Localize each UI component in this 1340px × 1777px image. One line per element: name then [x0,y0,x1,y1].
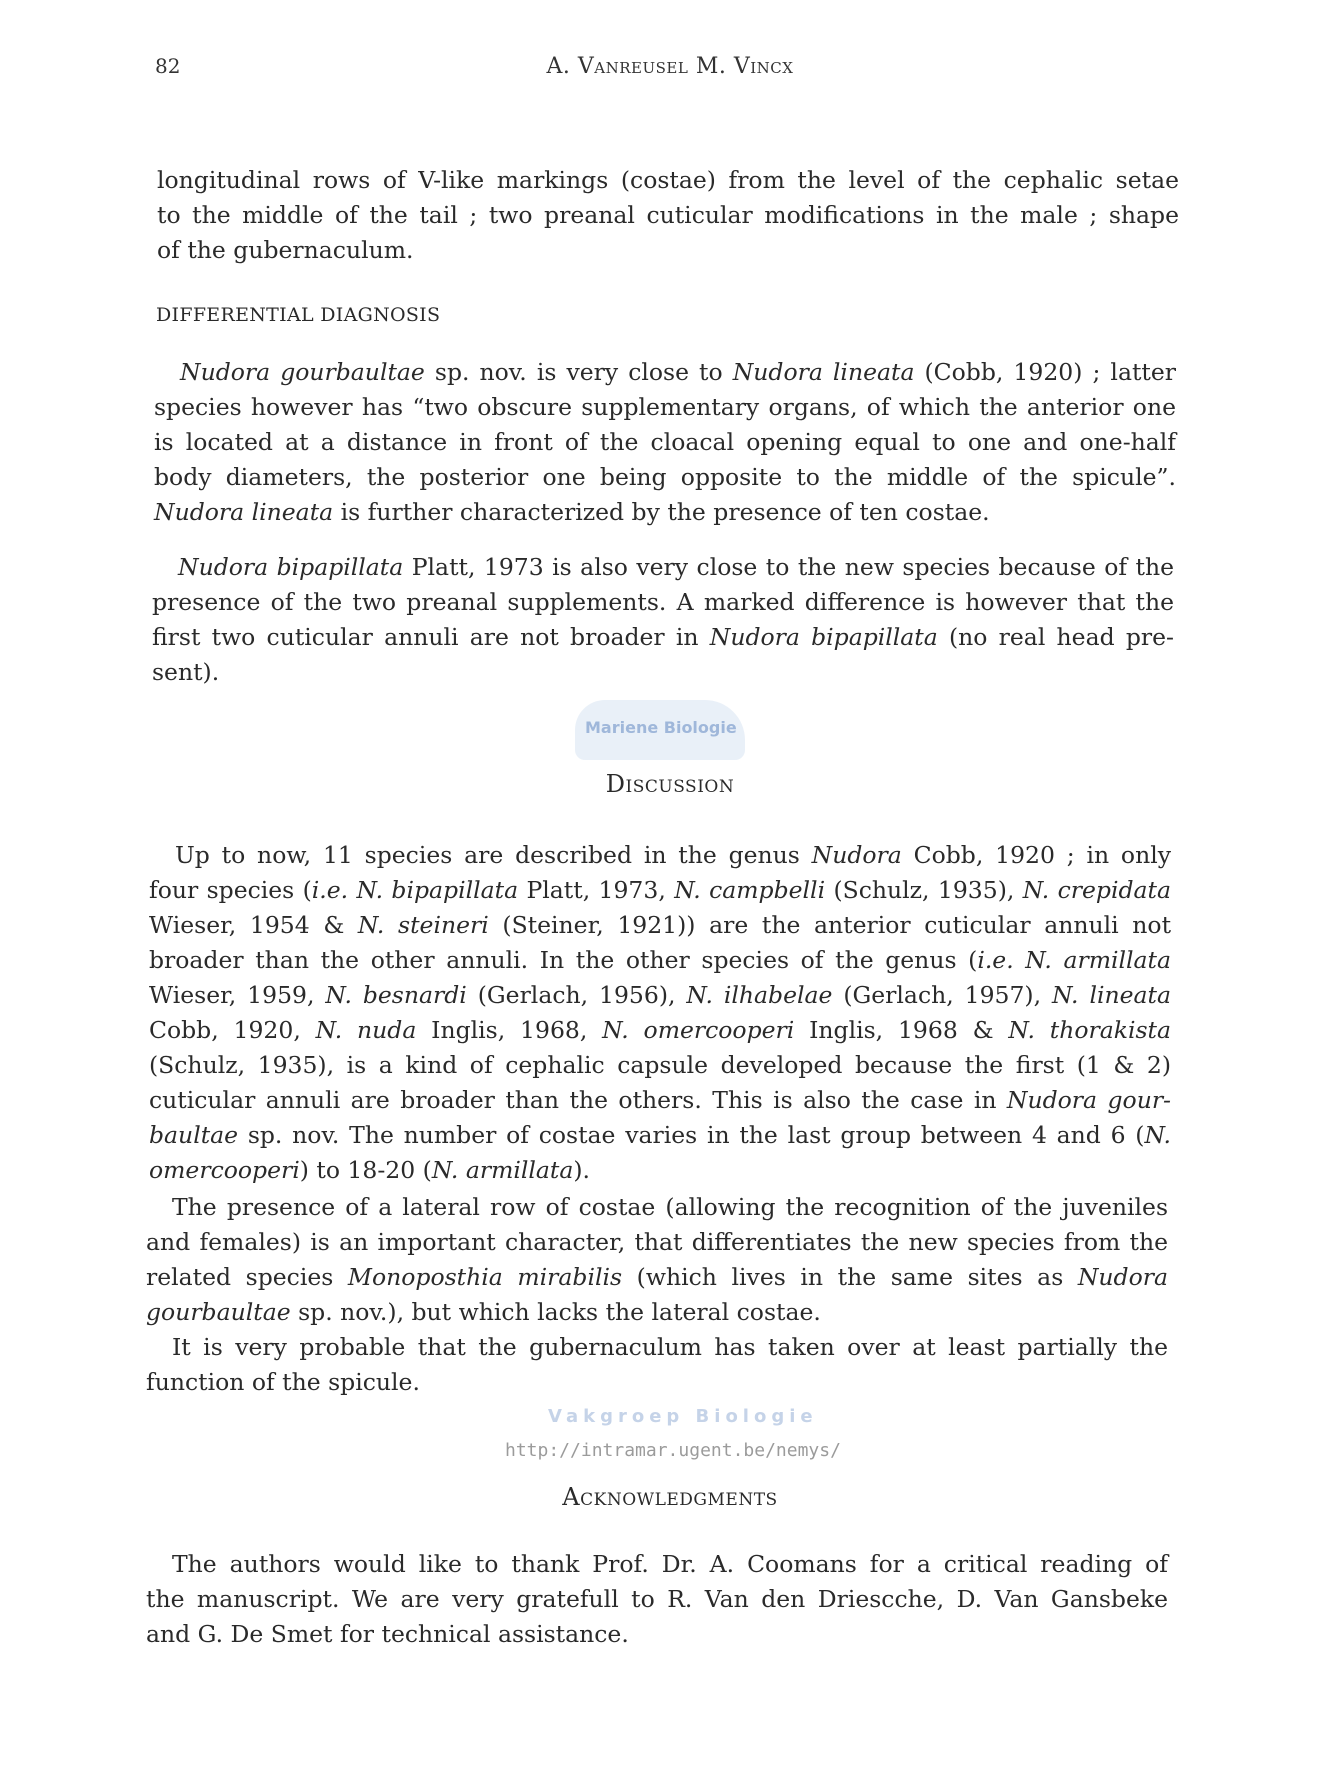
text-run: sp. nov. is very close to [424,358,733,386]
paragraph [149,838,1171,1188]
text-run: Inglis, 1968, [416,1016,603,1044]
text-run: sent). [152,658,220,686]
text-line [149,908,1171,943]
text-line [154,425,1176,460]
text-run: (no real head pre- [937,623,1174,651]
text-run: to the middle of the tail ; two preanal cuticular modifications in the male ; shape [157,201,1179,229]
text-line [154,495,1176,530]
text-run: (Cobb, 1920) ; latter [914,358,1176,386]
italic-text: N. lineata [1052,981,1171,1009]
text-run: of the gubernaculum. [157,236,414,264]
text-run: function of the spicule. [146,1368,420,1396]
paragraph [146,1190,1168,1330]
watermark-text: Mariene Biologie [585,718,737,737]
text-run: Wieser, 1954 & [149,911,358,939]
page-number: 82 [155,54,181,78]
text-run: is further characterized by the presence of ten costae. [333,498,990,526]
text-run: (Gerlach, 1957), [832,981,1052,1009]
text-run: sp. nov. The number of costae varies in the last group between 4 and 6 ( [238,1121,1145,1149]
italic-text: N. campbelli [674,876,826,904]
text-line [157,233,1179,268]
text-run: (which lives in the same sites as [622,1263,1078,1291]
text-line [149,978,1171,1013]
text-line [157,163,1179,198]
text-run: broader than the other annuli. In the other species of the genus ( [149,946,978,974]
text-run: (Gerlach, 1956), [466,981,687,1009]
watermark-url: http://intramar.ugent.be/nemys/ [505,1440,841,1461]
italic-text: N. steineri [357,911,489,939]
text-line [152,550,1174,585]
text-line [149,1153,1171,1188]
paragraph [154,355,1176,530]
text-run: Wieser, 1959, [149,981,326,1009]
section-heading-acknowledgments: Acknowledgments [562,1483,778,1511]
text-line [157,198,1179,233]
text-run: Cobb, 1920 ; in only [901,841,1172,869]
text-run: Platt, 1973 is also very close to the new species because of the [403,553,1174,581]
italic-text: Nudora [811,841,902,869]
paragraph [146,1330,1168,1400]
text-line [152,620,1174,655]
italic-text: Nudora [1077,1263,1168,1291]
text-run: related species [146,1263,348,1291]
italic-text: Nudora bipapillata [709,623,938,651]
italic-text: Nudora lineata [732,358,915,386]
text-run: and G. De Smet for technical assistance. [146,1620,629,1648]
text-run: longitudinal rows of V-like markings (costae) from the level of the cephalic setae [157,166,1179,194]
italic-text: N. omercooperi [602,1016,795,1044]
italic-text: N. ilhabelae [686,981,833,1009]
text-line [152,655,1174,690]
italic-text: N. crepidata [1022,876,1171,904]
text-run: Platt, 1973, [518,876,675,904]
text-run: It is very probable that the gubernaculum has taken over at least partially the [172,1333,1168,1361]
italic-text: Monoposthia mirabilis [347,1263,623,1291]
paragraph [157,163,1179,268]
section-heading-discussion: Discussion [605,770,735,798]
text-run: presence of the two preanal supplements. A marked difference is however that the [152,588,1174,616]
text-line [149,1083,1171,1118]
italic-text: gourbaultae [146,1298,291,1326]
italic-text: N. thorakista [1008,1016,1171,1044]
text-line [146,1260,1168,1295]
text-run: The presence of a lateral row of costae (allowing the recognition of the juveniles [172,1193,1168,1221]
text-run: (Schulz, 1935), [825,876,1023,904]
italic-text: Nudora gourbaultae [180,358,425,386]
text-run: Inglis, 1968 & [794,1016,1009,1044]
text-run: ) to 18-20 ( [299,1156,432,1184]
text-run: species however has “two obscure supplementary organs, of which the anterior one [154,393,1176,421]
text-line [146,1365,1168,1400]
text-run: cuticular annuli are broader than the others. This is also the case in [149,1086,1007,1114]
italic-text: baultae [149,1121,239,1149]
text-line [149,838,1171,873]
text-line [149,1048,1171,1083]
section-heading-differential-diagnosis: DIFFERENTIAL DIAGNOSIS [156,304,441,326]
text-line [149,943,1171,978]
italic-text: omercooperi [149,1156,300,1184]
text-run: (Steiner, 1921)) are the anterior cuticular annuli not [488,911,1172,939]
text-line [149,1118,1171,1153]
italic-text: Nudora bipapillata [178,553,404,581]
italic-text: N. armillata [431,1156,574,1184]
watermark-text-2: Vakgroep Biologie [548,1406,818,1427]
text-run: first two cuticular annuli are not broader in [152,623,710,651]
text-run: The authors would like to thank Prof. Dr. A. Coomans for a critical reading of [172,1550,1168,1578]
running-head: A. Vanreusel M. Vincx [546,54,794,79]
italic-text: Nudora lineata [154,498,334,526]
text-run: ). [573,1156,591,1184]
italic-text: i.e. N. armillata [977,946,1171,974]
italic-text: N. nuda [315,1016,417,1044]
text-line [146,1295,1168,1330]
text-run: the manuscript. We are very gratefull to R. Van den Driescche, D. Van Gansbeke [146,1585,1168,1613]
text-line [146,1225,1168,1260]
text-run: Cobb, 1920, [149,1016,316,1044]
text-run: (Schulz, 1935), is a kind of cephalic capsule developed because the first (1 & 2) [149,1051,1171,1079]
text-line [154,460,1176,495]
italic-text: N. [1144,1121,1171,1149]
text-line [152,585,1174,620]
italic-text: Nudora gour- [1006,1086,1172,1114]
text-line [146,1582,1168,1617]
text-run: and females) is an important character, that differentiates the new species from the [146,1228,1168,1256]
paragraph [152,550,1174,690]
text-line [149,873,1171,908]
text-line [146,1190,1168,1225]
text-run: four species ( [149,876,312,904]
paragraph [146,1547,1168,1652]
text-line [146,1547,1168,1582]
text-run: is located at a distance in front of the cloacal opening equal to one and one-half [154,428,1176,456]
text-run: Up to now, 11 species are described in the genus [175,841,812,869]
italic-text: i.e. N. bipapillata [311,876,519,904]
text-run: body diameters, the posterior one being opposite to the middle of the spicule”. [154,463,1176,491]
text-line [154,390,1176,425]
text-run: sp. nov.), but which lacks the lateral costae. [290,1298,821,1326]
text-line [149,1013,1171,1048]
text-line [146,1330,1168,1365]
text-line [146,1617,1168,1652]
italic-text: N. besnardi [325,981,467,1009]
text-line [154,355,1176,390]
